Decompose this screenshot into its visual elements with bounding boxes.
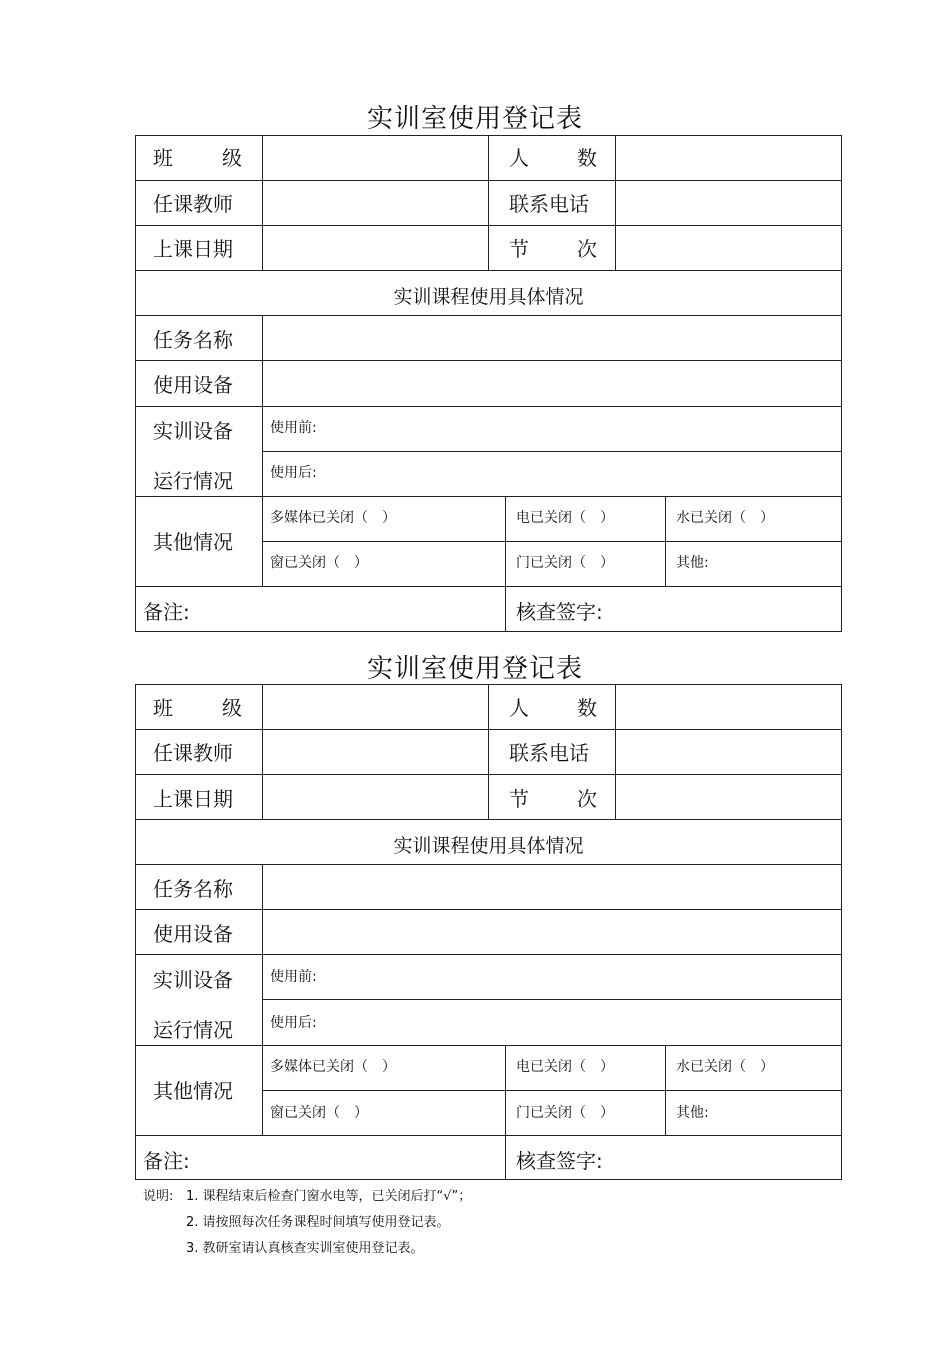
label-before: 使用前: bbox=[270, 969, 317, 985]
label-date: 上课日期 bbox=[153, 787, 233, 811]
label-task: 任务名称 bbox=[153, 328, 233, 352]
label-other: 其他情况 bbox=[153, 530, 233, 554]
label-equipment: 使用设备 bbox=[153, 373, 233, 397]
label-remark: 备注: bbox=[143, 600, 190, 624]
label-people-2: 数 bbox=[577, 696, 597, 720]
label-remark: 备注: bbox=[143, 1149, 190, 1173]
check-water: 水已关闭（ ） bbox=[676, 1059, 774, 1075]
label-run-1: 实训设备 bbox=[153, 968, 233, 992]
check-water: 水已关闭（ ） bbox=[676, 510, 774, 526]
label-phone: 联系电话 bbox=[509, 192, 589, 216]
label-people: 人 bbox=[509, 146, 529, 170]
register-table bbox=[135, 684, 842, 1180]
form-title: 实训室使用登记表 bbox=[366, 104, 583, 134]
label-class-2: 级 bbox=[222, 146, 242, 170]
label-date: 上课日期 bbox=[153, 237, 233, 261]
label-people-2: 数 bbox=[577, 146, 597, 170]
label-teacher: 任课教师 bbox=[153, 741, 233, 765]
label-phone: 联系电话 bbox=[509, 741, 589, 765]
label-equipment: 使用设备 bbox=[153, 922, 233, 946]
label-after: 使用后: bbox=[270, 1015, 317, 1031]
section-heading: 实训课程使用具体情况 bbox=[393, 835, 584, 857]
form-title: 实训室使用登记表 bbox=[366, 654, 583, 684]
check-misc: 其他: bbox=[676, 555, 709, 571]
check-misc: 其他: bbox=[676, 1105, 709, 1121]
check-electric: 电已关闭（ ） bbox=[516, 510, 614, 526]
label-people: 人 bbox=[509, 696, 529, 720]
check-multimedia: 多媒体已关闭（ ） bbox=[270, 1059, 396, 1075]
label-class: 班 bbox=[153, 696, 173, 720]
notes-prefix: 说明: bbox=[143, 1189, 174, 1204]
label-class-2: 级 bbox=[222, 696, 242, 720]
check-door: 门已关闭（ ） bbox=[516, 555, 614, 571]
label-period-2: 次 bbox=[577, 237, 597, 261]
label-run-2: 运行情况 bbox=[153, 469, 233, 493]
note-item-2: 2. 请按照每次任务课程时间填写使用登记表。 bbox=[186, 1215, 450, 1230]
label-signature: 核查签字: bbox=[516, 600, 603, 624]
label-after: 使用后: bbox=[270, 465, 317, 481]
register-table bbox=[135, 135, 842, 632]
label-teacher: 任课教师 bbox=[153, 192, 233, 216]
check-door: 门已关闭（ ） bbox=[516, 1105, 614, 1121]
label-before: 使用前: bbox=[270, 420, 317, 436]
label-period: 节 bbox=[509, 787, 529, 811]
section-heading: 实训课程使用具体情况 bbox=[393, 286, 584, 308]
label-period-2: 次 bbox=[577, 787, 597, 811]
note-item-3: 3. 教研室请认真核查实训室使用登记表。 bbox=[186, 1241, 424, 1256]
note-item-1: 1. 课程结束后检查门窗水电等，已关闭后打“√”； bbox=[186, 1189, 472, 1204]
label-task: 任务名称 bbox=[153, 877, 233, 901]
label-signature: 核查签字: bbox=[516, 1149, 603, 1173]
check-multimedia: 多媒体已关闭（ ） bbox=[270, 510, 396, 526]
label-run-1: 实训设备 bbox=[153, 419, 233, 443]
label-period: 节 bbox=[509, 237, 529, 261]
check-window: 窗已关闭（ ） bbox=[270, 555, 368, 571]
check-window: 窗已关闭（ ） bbox=[270, 1105, 368, 1121]
label-other: 其他情况 bbox=[153, 1079, 233, 1103]
label-run-2: 运行情况 bbox=[153, 1018, 233, 1042]
label-class: 班 bbox=[153, 146, 173, 170]
check-electric: 电已关闭（ ） bbox=[516, 1059, 614, 1075]
